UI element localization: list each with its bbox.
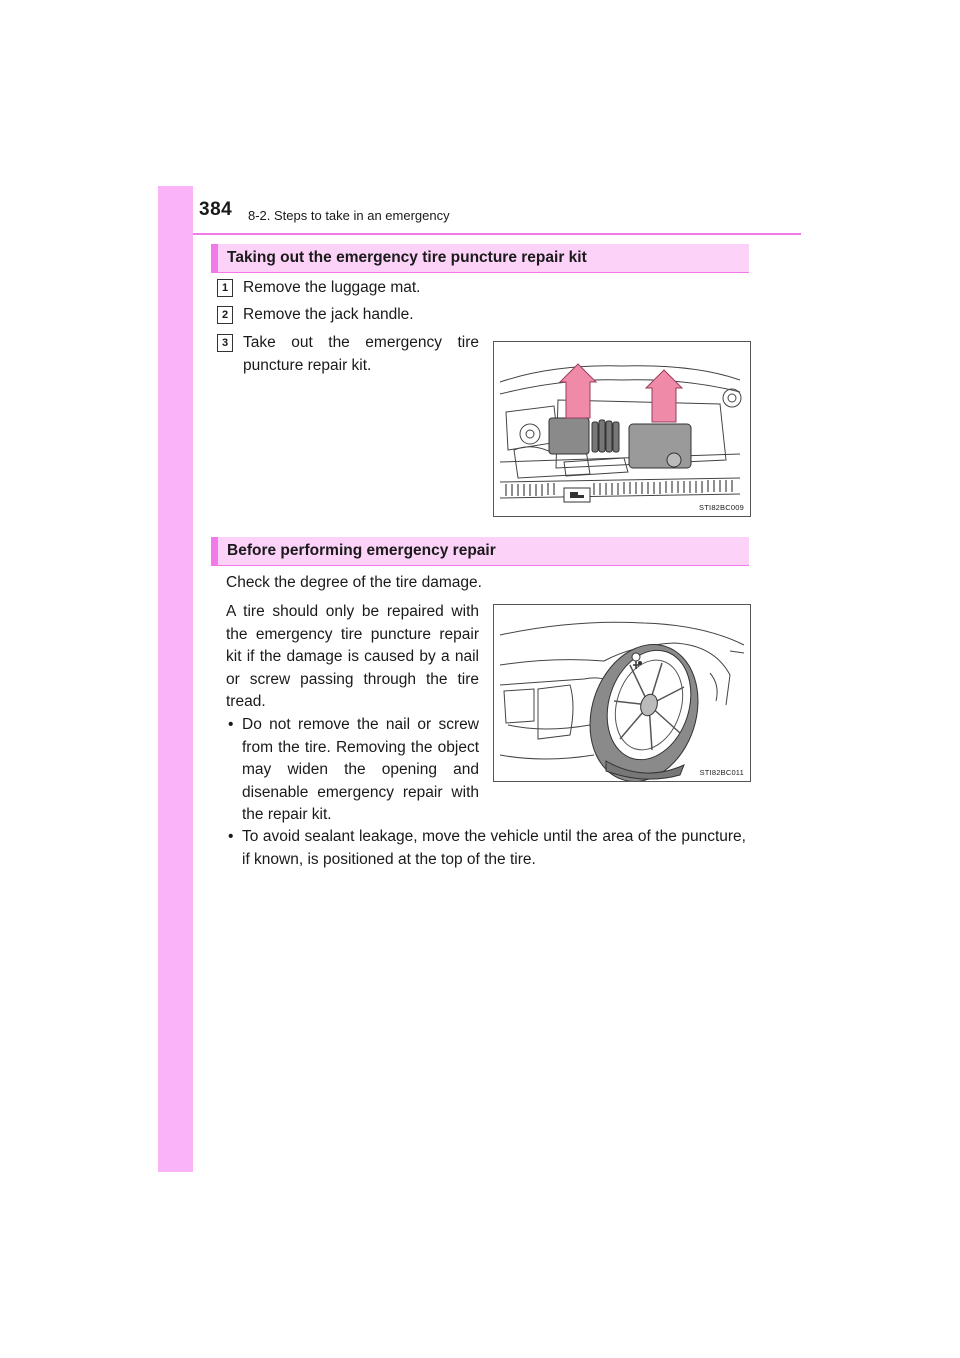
step-3-text: Take out the emergency tire puncture repair kit. xyxy=(243,334,479,374)
side-color-band xyxy=(158,186,193,1172)
section-heading-bar xyxy=(211,537,218,565)
step-1-text: Remove the luggage mat. xyxy=(243,279,421,296)
bullet-dot: • xyxy=(228,828,234,845)
section-heading-bar xyxy=(211,244,218,272)
luggage-compartment-illustration xyxy=(494,342,750,516)
section-title: Taking out the emergency tire puncture repair kit xyxy=(227,249,587,266)
intro-text: Check the degree of the tire damage. xyxy=(226,574,482,591)
bullet-dot: • xyxy=(228,716,234,733)
step-2-text: Remove the jack handle. xyxy=(243,306,414,323)
section-title: Before performing emergency repair xyxy=(227,542,496,559)
section-heading-before-repair xyxy=(211,537,749,566)
step-number-3: 3 xyxy=(217,334,233,352)
header-rule xyxy=(193,233,801,235)
flat-tire-illustration xyxy=(494,605,750,781)
bullet-text: Do not remove the nail or screw from the tire. Removing the object may widen the opening and disenable emergency repair with the repair kit. xyxy=(242,716,479,823)
step-number-1: 1 xyxy=(217,279,233,297)
section-heading-remove-kit xyxy=(211,244,749,273)
figure-flat-tire xyxy=(493,604,751,782)
section-path: 8-2. Steps to take in an emergency xyxy=(248,208,450,223)
repair-criteria-paragraph: A tire should only be repaired with the emergency tire puncture repair kit if the damage is caused by a nail or screw passing through the tire tread. xyxy=(226,603,479,710)
bullet-text: To avoid sealant leakage, move the vehicle until the area of the puncture, if known, is positioned at the top of the tire. xyxy=(242,828,746,868)
step-number-2: 2 xyxy=(217,306,233,324)
figure-code: STI82BC011 xyxy=(699,768,744,777)
page-number: 384 xyxy=(199,199,233,220)
figure-repair-kit-in-luggage-compartment xyxy=(493,341,751,517)
figure-code: STI82BC009 xyxy=(699,503,744,512)
